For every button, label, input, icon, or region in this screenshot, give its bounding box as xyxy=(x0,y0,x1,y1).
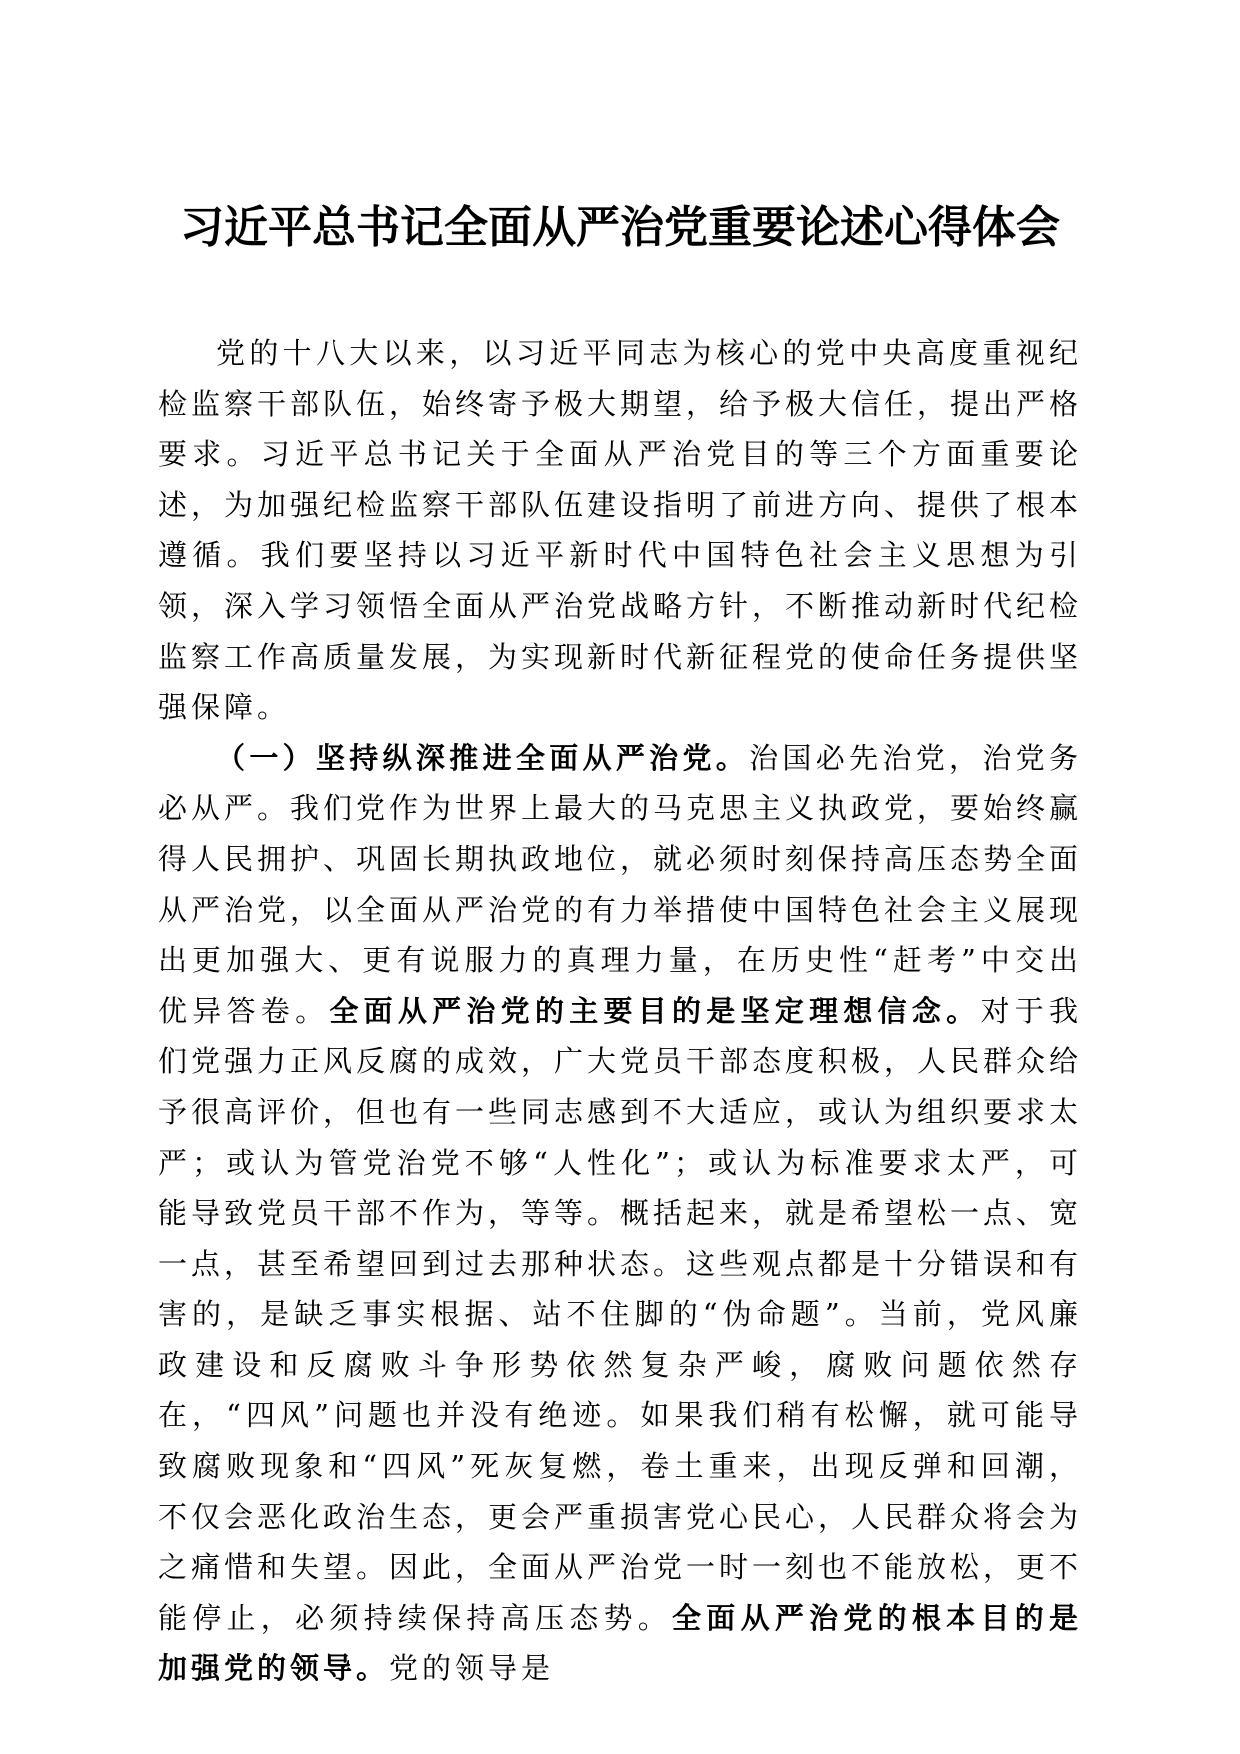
section-one-text-1: 治国必先治党，治党务必从严。我们党作为世界上最大的马克思主义执政党，要始终赢得人民拥护、巩固长期执政地位，就必须时刻保持高压态势全面从严治党，以全面从严治党的有力举措使中国特色社会主义展现出更加强大、更有说服力的真理力量，在历史性“赶考”中交出优异答卷。 xyxy=(158,740,1083,1028)
document-body xyxy=(158,328,1082,1694)
section-one-paragraph xyxy=(158,733,1082,1694)
section-one-bold-1: 全面从严治党的主要目的是坚定理想信念。 xyxy=(329,993,981,1028)
section-one-text-2: 对于我们党强力正风反腐的成效，广大党员干部态度积极，人民群众给予很高评价，但也有一些同志感到不大适应，或认为组织要求太严；或认为管党治党不够“人性化”；或认为标准要求太严，可能导致党员干部不作为，等等。概括起来，就是希望松一点、宽一点，甚至希望回到过去那种状态。这些观点都是十分错误和有害的，是缺乏事实根据、站不住脚的“伪命题”。当前，党风廉政建设和反腐败斗争形势依然复杂严峻，腐败问题依然存在，“四风”问题也并没有绝迹。如果我们稍有松懈，就可能导致腐败现象和“四风”死灰复燃，卷土重来，出现反弹和回潮，不仅会恶化政治生态，更会严重损害党心民心，人民群众将会为之痛惜和失望。因此，全面从严治党一时一刻也不能放松，更不能停止，必须持续保持高压态势。 xyxy=(158,993,1083,1635)
section-one-bold-2: 全面从严治党的根本目的是加强党的领导。 xyxy=(158,1600,1082,1686)
intro-paragraph: 党的十八大以来，以习近平同志为核心的党中央高度重视纪检监察干部队伍，始终寄予极大期望，给予极大信任，提出严格要求。习近平总书记关于全面从严治党目的等三个方面重要论述，为加强纪检监察干部队伍建设指明了前进方向、提供了根本遵循。我们要坚持以习近平新时代中国特色社会主义思想为引领，深入学习领悟全面从严治党战略方针，不断推动新时代纪检监察工作高质量发展，为实现新时代新征程党的使命任务提供坚强保障。 xyxy=(158,336,1083,725)
section-one-text-3: 党的领导是 xyxy=(389,1651,555,1686)
section-one-heading: （一）坚持纵深推进全面从严治党。 xyxy=(216,740,750,775)
document-title: 习近平总书记全面从严治党重要论述心得体会 xyxy=(180,202,1060,253)
